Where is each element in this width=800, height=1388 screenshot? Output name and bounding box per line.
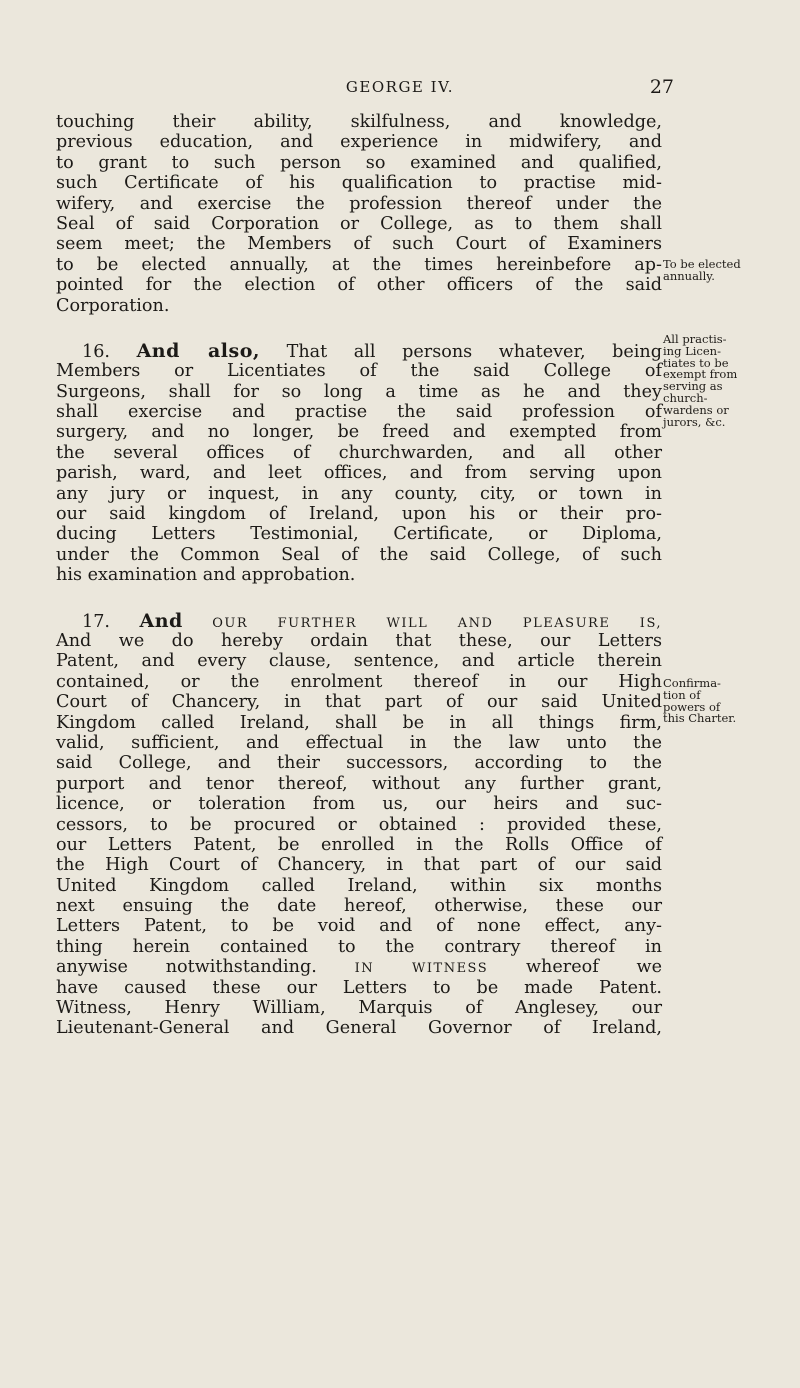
text-line: to grant to such person so examined and qualified, bbox=[56, 152, 662, 173]
margin-note-elected bbox=[663, 259, 800, 283]
text-line: Letters Patent, to be void and of none effect, any- bbox=[56, 916, 662, 937]
margin-note-line: this Charter. bbox=[663, 711, 737, 726]
margin-note-line: tiates to be bbox=[663, 355, 729, 370]
text-line: next ensuing the date hereof, otherwise, these our bbox=[56, 896, 662, 917]
witness-line bbox=[56, 957, 662, 977]
body-text bbox=[56, 112, 662, 1064]
text-line: Corporation. bbox=[56, 295, 170, 316]
text-line: Court of Chancery, in that part of our said United bbox=[56, 692, 662, 713]
margin-note-line: wardens or bbox=[663, 402, 729, 417]
margin-note-line: church- bbox=[663, 390, 708, 405]
text-line: previous education, and experience in midwifery, and bbox=[56, 132, 662, 153]
text-line: said College, and their successors, according to the bbox=[56, 753, 662, 774]
text-line: parish, ward, and leet offices, and from serving upon bbox=[56, 463, 662, 484]
text-line: United Kingdom called Ireland, within six months bbox=[56, 875, 662, 896]
blackletter-opening: And bbox=[139, 609, 183, 632]
margin-note-line: annually. bbox=[663, 268, 715, 283]
text-line: the several offices of churchwarden, and all other bbox=[56, 442, 662, 463]
margin-note-line: tion of bbox=[663, 687, 701, 702]
text-line: our Letters Patent, be enrolled in the Rolls Office of bbox=[56, 834, 662, 855]
text-line: such Certificate of his qualification to practise mid- bbox=[56, 173, 662, 194]
margin-note-line: serving as bbox=[663, 379, 723, 394]
margin-note-line: jurors, &c. bbox=[663, 414, 726, 429]
text-line: And we do hereby ordain that these, our Letters bbox=[56, 630, 662, 651]
text-line: purport and tenor thereof, without any further grant, bbox=[56, 773, 662, 794]
text-line: have caused these our Letters to be made Patent. bbox=[56, 977, 662, 998]
text-line: thing herein contained to the contrary thereof in bbox=[56, 936, 662, 957]
page-number: 27 bbox=[649, 76, 674, 98]
text-line: seem meet; the Members of such Court of Examiners bbox=[56, 234, 662, 255]
text-line: surgery, and no longer, be freed and exempted from bbox=[56, 422, 662, 443]
text-line: Witness, Henry William, Marquis of Anglesey, our bbox=[56, 998, 662, 1019]
text-line: the High Court of Chancery, in that part of our said bbox=[56, 855, 662, 876]
blackletter-opening: And also, bbox=[136, 339, 261, 362]
margin-note-line: powers of bbox=[663, 699, 721, 714]
running-head bbox=[0, 78, 800, 104]
text-line: our said kingdom of Ireland, upon his or their pro- bbox=[56, 504, 662, 525]
paragraph-number: 16. bbox=[82, 341, 110, 362]
text-line: contained, or the enrolment thereof in our High bbox=[56, 671, 662, 692]
margin-note-line: Confirma- bbox=[663, 676, 721, 690]
text-fragment: anywise notwithstanding. bbox=[56, 957, 317, 978]
text-fragment: whereof we bbox=[525, 957, 663, 978]
text-line: shall exercise and practise the said profession of bbox=[56, 402, 662, 423]
text-line: valid, sufficient, and effectual in the law unto the bbox=[56, 732, 662, 753]
text-line: his examination and approbation. bbox=[56, 565, 356, 586]
smallcaps-witness: IN WITNESS bbox=[354, 961, 489, 977]
paragraph-17 bbox=[56, 611, 662, 1039]
text-line: pointed for the election of other officers of the said bbox=[56, 275, 662, 296]
text-line: ducing Letters Testimonial, Certificate, or Diploma, bbox=[56, 524, 662, 545]
paragraph-number: 17. bbox=[82, 611, 110, 632]
margin-note-line: exempt from bbox=[663, 367, 738, 382]
paragraph-17-first-line bbox=[56, 611, 662, 631]
text-line: Seal of said Corporation or College, as to them shall bbox=[56, 213, 662, 234]
text-line: Lieutenant-General and General Governor of Ireland, bbox=[56, 1018, 662, 1039]
paragraph-continuation bbox=[56, 112, 662, 316]
margin-note-line: All practis- bbox=[663, 332, 727, 346]
text-line: Surgeons, shall for so long a time as he and they bbox=[56, 381, 662, 402]
margin-note-line: To be elected bbox=[663, 257, 741, 271]
text-line: to be elected annually, at the times hereinbefore ap- bbox=[56, 254, 662, 275]
margin-note-line: ing Licen- bbox=[663, 343, 721, 358]
text-line: any jury or inquest, in any county, city, or town in bbox=[56, 483, 662, 504]
margin-note-exempt bbox=[663, 334, 800, 428]
margin-note-confirmation bbox=[663, 678, 800, 725]
text-line: cessors, to be procured or obtained : provided these, bbox=[56, 814, 662, 835]
first-line-text: That all persons whatever, being bbox=[286, 341, 663, 362]
text-line: wifery, and exercise the profession thereof under the bbox=[56, 193, 662, 214]
paragraph-16 bbox=[56, 341, 662, 586]
text-line: touching their ability, skilfulness, and knowledge, bbox=[56, 112, 662, 132]
text-line: under the Common Seal of the said College, of such bbox=[56, 544, 662, 565]
smallcaps-text: OUR FURTHER WILL AND PLEASURE IS, bbox=[212, 615, 663, 631]
text-line: Patent, and every clause, sentence, and article therein bbox=[56, 651, 662, 672]
paragraph-16-first-line bbox=[56, 341, 662, 361]
text-line: Members or Licentiates of the said College of bbox=[56, 361, 662, 382]
text-line: Kingdom called Ireland, shall be in all things firm, bbox=[56, 712, 662, 733]
text-line: licence, or toleration from us, our heirs and suc- bbox=[56, 794, 662, 815]
running-title: GEORGE IV. bbox=[345, 78, 455, 96]
